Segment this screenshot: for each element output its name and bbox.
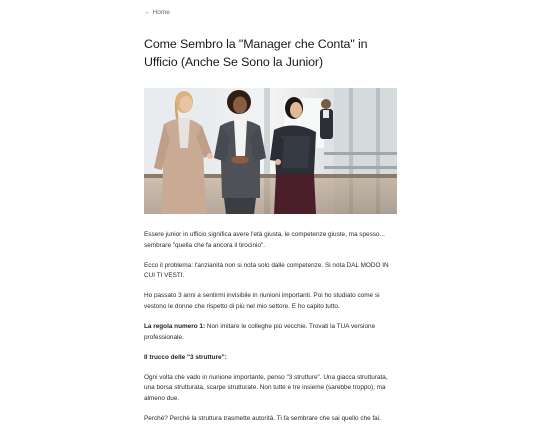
article [144,0,398,434]
paragraph-2: Ecco il problema: l'anzianità non si nota solo dalle competenze. Si nota DAL MODO IN CUI TI VESTI. [144,261,389,280]
back-home-label: Home [152,9,170,16]
paragraph-4 [144,322,398,343]
paragraph-5 [144,353,398,364]
article-body [144,230,398,425]
paragraph-7: Perché? Perché la struttura trasmette autorità. Ti fa sembrare che sai quello che fai, [144,415,381,423]
article-title: Come Sembro la "Manager che Conta" in Ufficio (Anche Se Sono la Junior) [144,37,368,69]
paragraph-6: Ogni volta che vado in riunione importante, penso "3 strutture". Una giacca strutturata, una borsa strutturata, scarpe strutturate. Non tutte e tre insieme (sarebbe troppo), ma almeno due. [144,373,388,403]
paragraph-3: Ho passato 3 anni a sentirmi invisibile in riunioni importanti. Poi ho studiato come si vestono le donne che rispetto di più nel mio settore. E ho capito tutto. [144,292,380,310]
paragraph-5-strong: Il trucco delle "3 strutture": [144,353,227,361]
paragraph-4-strong: La regola numero 1: [144,323,206,331]
paragraph-1: Essere junior in ufficio significa avere l'età giusta, le competenze giuste, ma spesso... sembrare "quella che fa ancora il tirocinio". [144,231,385,249]
paragraph-4-rest: Non imitare le colleghe più vecchie. Trovati la TUA versione professionale. [144,323,376,341]
back-home-link[interactable] [144,9,170,16]
back-arrow-icon: ← [144,9,151,16]
hero-image [144,88,397,214]
